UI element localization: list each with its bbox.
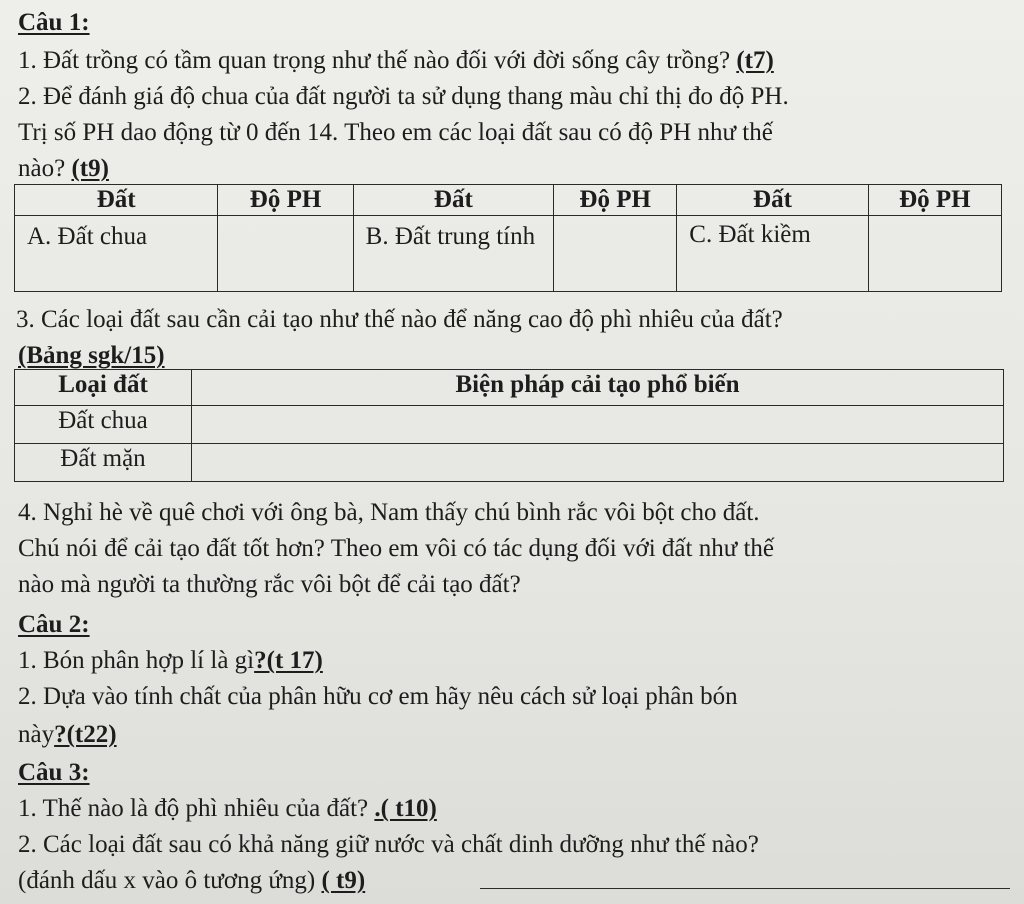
q1-item4-line1: 4. Nghỉ hè về quê chơi với ông bà, Nam thấy chú bình rắc vôi bột cho đất. xyxy=(18,499,760,526)
q1-item4-line2: Chú nói để cải tạo đất tốt hơn? Theo em vôi có tác dụng đối với đất như thế xyxy=(18,535,775,562)
ph-table-header: Độ PH xyxy=(218,185,353,216)
ph-table-header: Đất xyxy=(677,185,868,216)
q1-item2-line3 xyxy=(18,154,109,184)
ph-table-cell xyxy=(554,216,677,292)
improve-table-header: Loại đất xyxy=(15,370,192,406)
q1-item2-line2: Trị số PH dao động từ 0 đến 14. Theo em các loại đất sau có độ PH như thế xyxy=(18,119,773,146)
q3-item3-ref: ( t9) xyxy=(321,867,366,894)
q3-item1-text: 1. Thế nào là độ phì nhiêu của đất? xyxy=(18,795,369,822)
improve-table-row xyxy=(15,444,1004,482)
q3-item1-ref: .( t10) xyxy=(374,795,437,822)
q2-item2-ref: ?(t22) xyxy=(54,721,117,748)
q2-item1 xyxy=(18,646,323,676)
q3-item1 xyxy=(18,794,437,824)
ph-table xyxy=(14,184,1002,292)
q3-heading: Câu 3: xyxy=(18,759,90,786)
q3-item3 xyxy=(18,866,365,896)
improve-table-cell: Đất mặn xyxy=(15,444,192,482)
q1-item2-line1: 2. Để đánh giá độ chua của đất người ta sử dụng thang màu chỉ thị đo độ PH. xyxy=(18,83,789,110)
ph-table-cell xyxy=(868,216,1001,292)
q1-item1 xyxy=(18,46,774,76)
ph-table-row xyxy=(15,216,1002,292)
q3-item2: 2. Các loại đất sau có khả năng giữ nước và chất dinh dưỡng như thế nào? xyxy=(18,831,759,858)
q2-item2-line2-text: này xyxy=(18,721,55,748)
improve-table-cell: Đất chua xyxy=(15,406,192,444)
q2-item1-text: 1. Bón phân hợp lí là gì xyxy=(18,647,255,674)
q2-item2-line2 xyxy=(18,720,117,750)
q2-heading: Câu 2: xyxy=(18,611,90,638)
ph-table-cell: C. Đất kiềm xyxy=(677,216,868,292)
improve-table-row xyxy=(15,406,1004,444)
ph-table-cell: B. Đất trung tính xyxy=(353,216,553,292)
table-top-edge xyxy=(480,888,1010,889)
q2-item2-line1: 2. Dựa vào tính chất của phân hữu cơ em hãy nêu cách sử loại phân bón xyxy=(18,683,738,710)
ph-table-header: Độ PH xyxy=(554,185,677,216)
q1-item2-ref: (t9) xyxy=(71,155,109,182)
q2-item1-ref: ?(t 17) xyxy=(254,647,323,674)
improve-table-cell xyxy=(192,406,1004,444)
q1-item1-text: 1. Đất trồng có tầm quan trọng như thế nào đối với đời sống cây trồng? xyxy=(18,47,731,74)
ph-table-header-row xyxy=(15,185,1002,216)
ph-table-cell: A. Đất chua xyxy=(15,216,218,292)
q1-item1-ref: (t7) xyxy=(736,47,774,74)
ph-table-cell xyxy=(218,216,353,292)
q1-item3-ref: (Bảng sgk/15) xyxy=(18,342,165,369)
q1-item2-line3-text: nào? xyxy=(18,155,66,182)
q1-heading: Câu 1: xyxy=(18,9,90,36)
ph-table-header: Đất xyxy=(15,185,218,216)
ph-table-header: Đất xyxy=(353,185,553,216)
q3-item3-text: (đánh dấu x vào ô tương ứng) xyxy=(18,867,316,894)
improve-table-header-row xyxy=(15,370,1004,406)
improve-table-header: Biện pháp cải tạo phổ biến xyxy=(192,370,1004,406)
q1-item4-line3: nào mà người ta thường rắc vôi bột để cải tạo đất? xyxy=(18,571,521,598)
ph-table-header: Độ PH xyxy=(868,185,1001,216)
improve-table xyxy=(14,369,1004,482)
improve-table-cell xyxy=(192,444,1004,482)
q1-item3: 3. Các loại đất sau cần cải tạo như thế nào để năng cao độ phì nhiêu của đất? xyxy=(16,306,783,333)
